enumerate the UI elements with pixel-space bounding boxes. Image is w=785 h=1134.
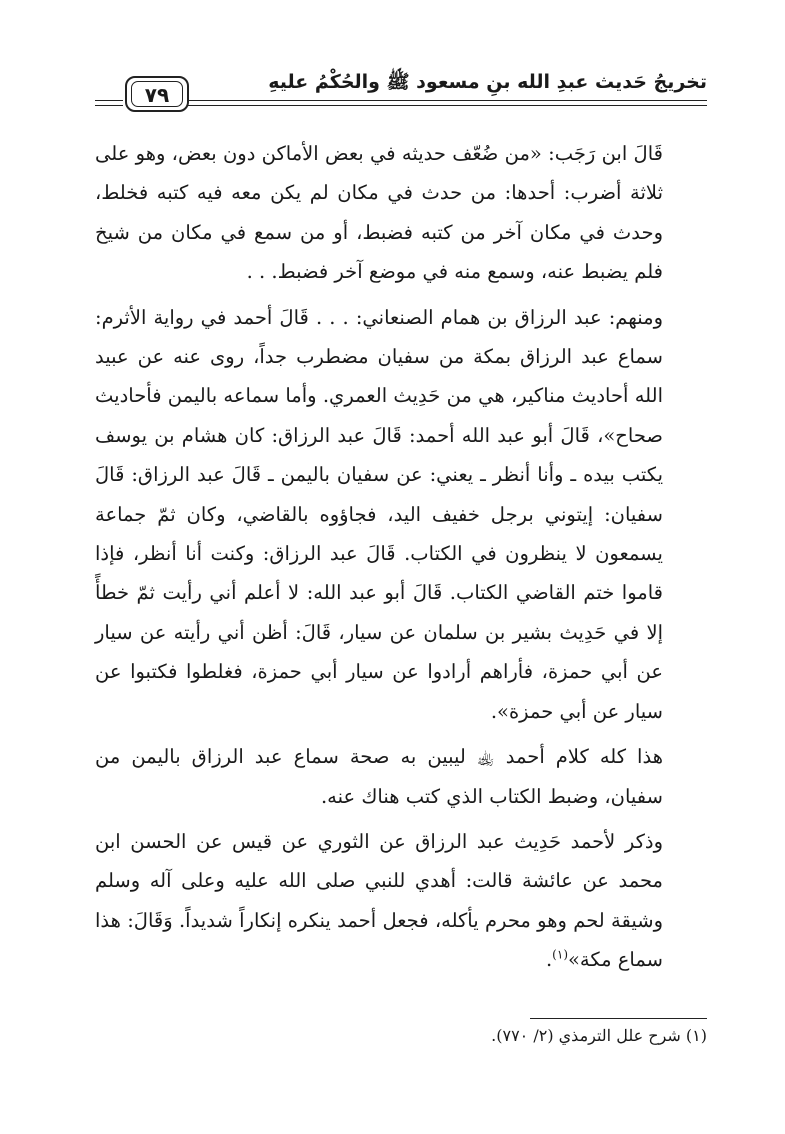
paragraph xyxy=(95,822,707,980)
page-number: ٧٩ xyxy=(144,83,170,107)
running-header xyxy=(95,62,707,114)
footnote-reference[interactable]: (١) xyxy=(552,947,568,962)
body-text xyxy=(95,134,707,980)
header-rule xyxy=(188,100,707,101)
paragraph-text: وذكر لأحمد حَدِيث عبد الرزاق عن الثوري عن قيس عن الحسن ابن محمد عن عائشة قالت: أهدي للنبي صلى الله عليه وعلى آله وسلم وشيقة لحم وهو محرم يأكله، فجعل أحمد ينكره إنكاراً شديداً. وَقَالَ: هذا سماع مكة» xyxy=(95,829,663,972)
header-rule xyxy=(95,105,123,106)
header-rule xyxy=(95,100,123,101)
page-number-badge xyxy=(125,76,189,112)
paragraph: هذا كله كلام أحمد ﵀ ليبين به صحة سماع عبد الرزاق باليمن من سفيان، وضبط الكتاب الذي كتب هناك عنه. xyxy=(95,745,663,808)
paragraph: ومنهم: عبد الرزاق بن همام الصنعاني: . . . قَالَ أحمد في رواية الأثرم: سماع عبد الرزاق بمكة من سفيان مضطرب جداً، روى عنه عن عبيد الله أحاديث مناكير، هي من حَدِيث العمري. وأما سماعه باليمن فأحاديث صحاح»، قَالَ أبو عبد الله أحمد: قَالَ عبد الرزاق: كان هشام بن يوسف يكتب بيده ـ وأنا أنظر ـ يعني: عن سفيان باليمن ـ قَالَ عبد الرزاق: قَالَ سفيان: إيتوني برجل خفيف اليد، فجاؤوه بالقاضي، وكان ثمّ جماعة يسمعون لا ينظرون في الكتاب. قَالَ عبد الرزاق: وكنت أنا أنظر، فإذا قاموا ختم القاضي الكتاب. قَالَ أبو عبد الله: لا أعلم أني رأيت ثمّ خطأً إلا في حَدِيث بشير بن سلمان عن سيار، قَالَ: أظن أني رأيته عن سيار عن أبي حمزة، فأراهم أرادوا عن سيار أبي حمزة، فغلطوا فكتبوا عن سيار عن أبي حمزة». xyxy=(95,305,663,723)
paragraph-end: . xyxy=(545,948,553,972)
footnote: (١) شرح علل الترمذي (٢/ ٧٧٠). xyxy=(491,1026,707,1045)
header-title: تخريجُ حَديث عبدِ الله بنِ مسعود ﷺ والحُكْمُ عليهِ xyxy=(268,71,707,93)
footnote-separator xyxy=(530,1018,707,1019)
paragraph: قَالَ ابن رَجَب: «من ضُعّف حديثه في بعض الأماكن دون بعض، وهو على ثلاثة أضرب: أحدها: من حدث في مكان لم يكن معه فيه كتبه فخلط، وحدث في مكان آخر من كتبه فضبط، أو من سمع في مكان من شيخ فلم يضبط عنه، وسمع منه في موضع آخر فضبط. . . xyxy=(95,142,663,284)
header-rule xyxy=(188,105,707,106)
